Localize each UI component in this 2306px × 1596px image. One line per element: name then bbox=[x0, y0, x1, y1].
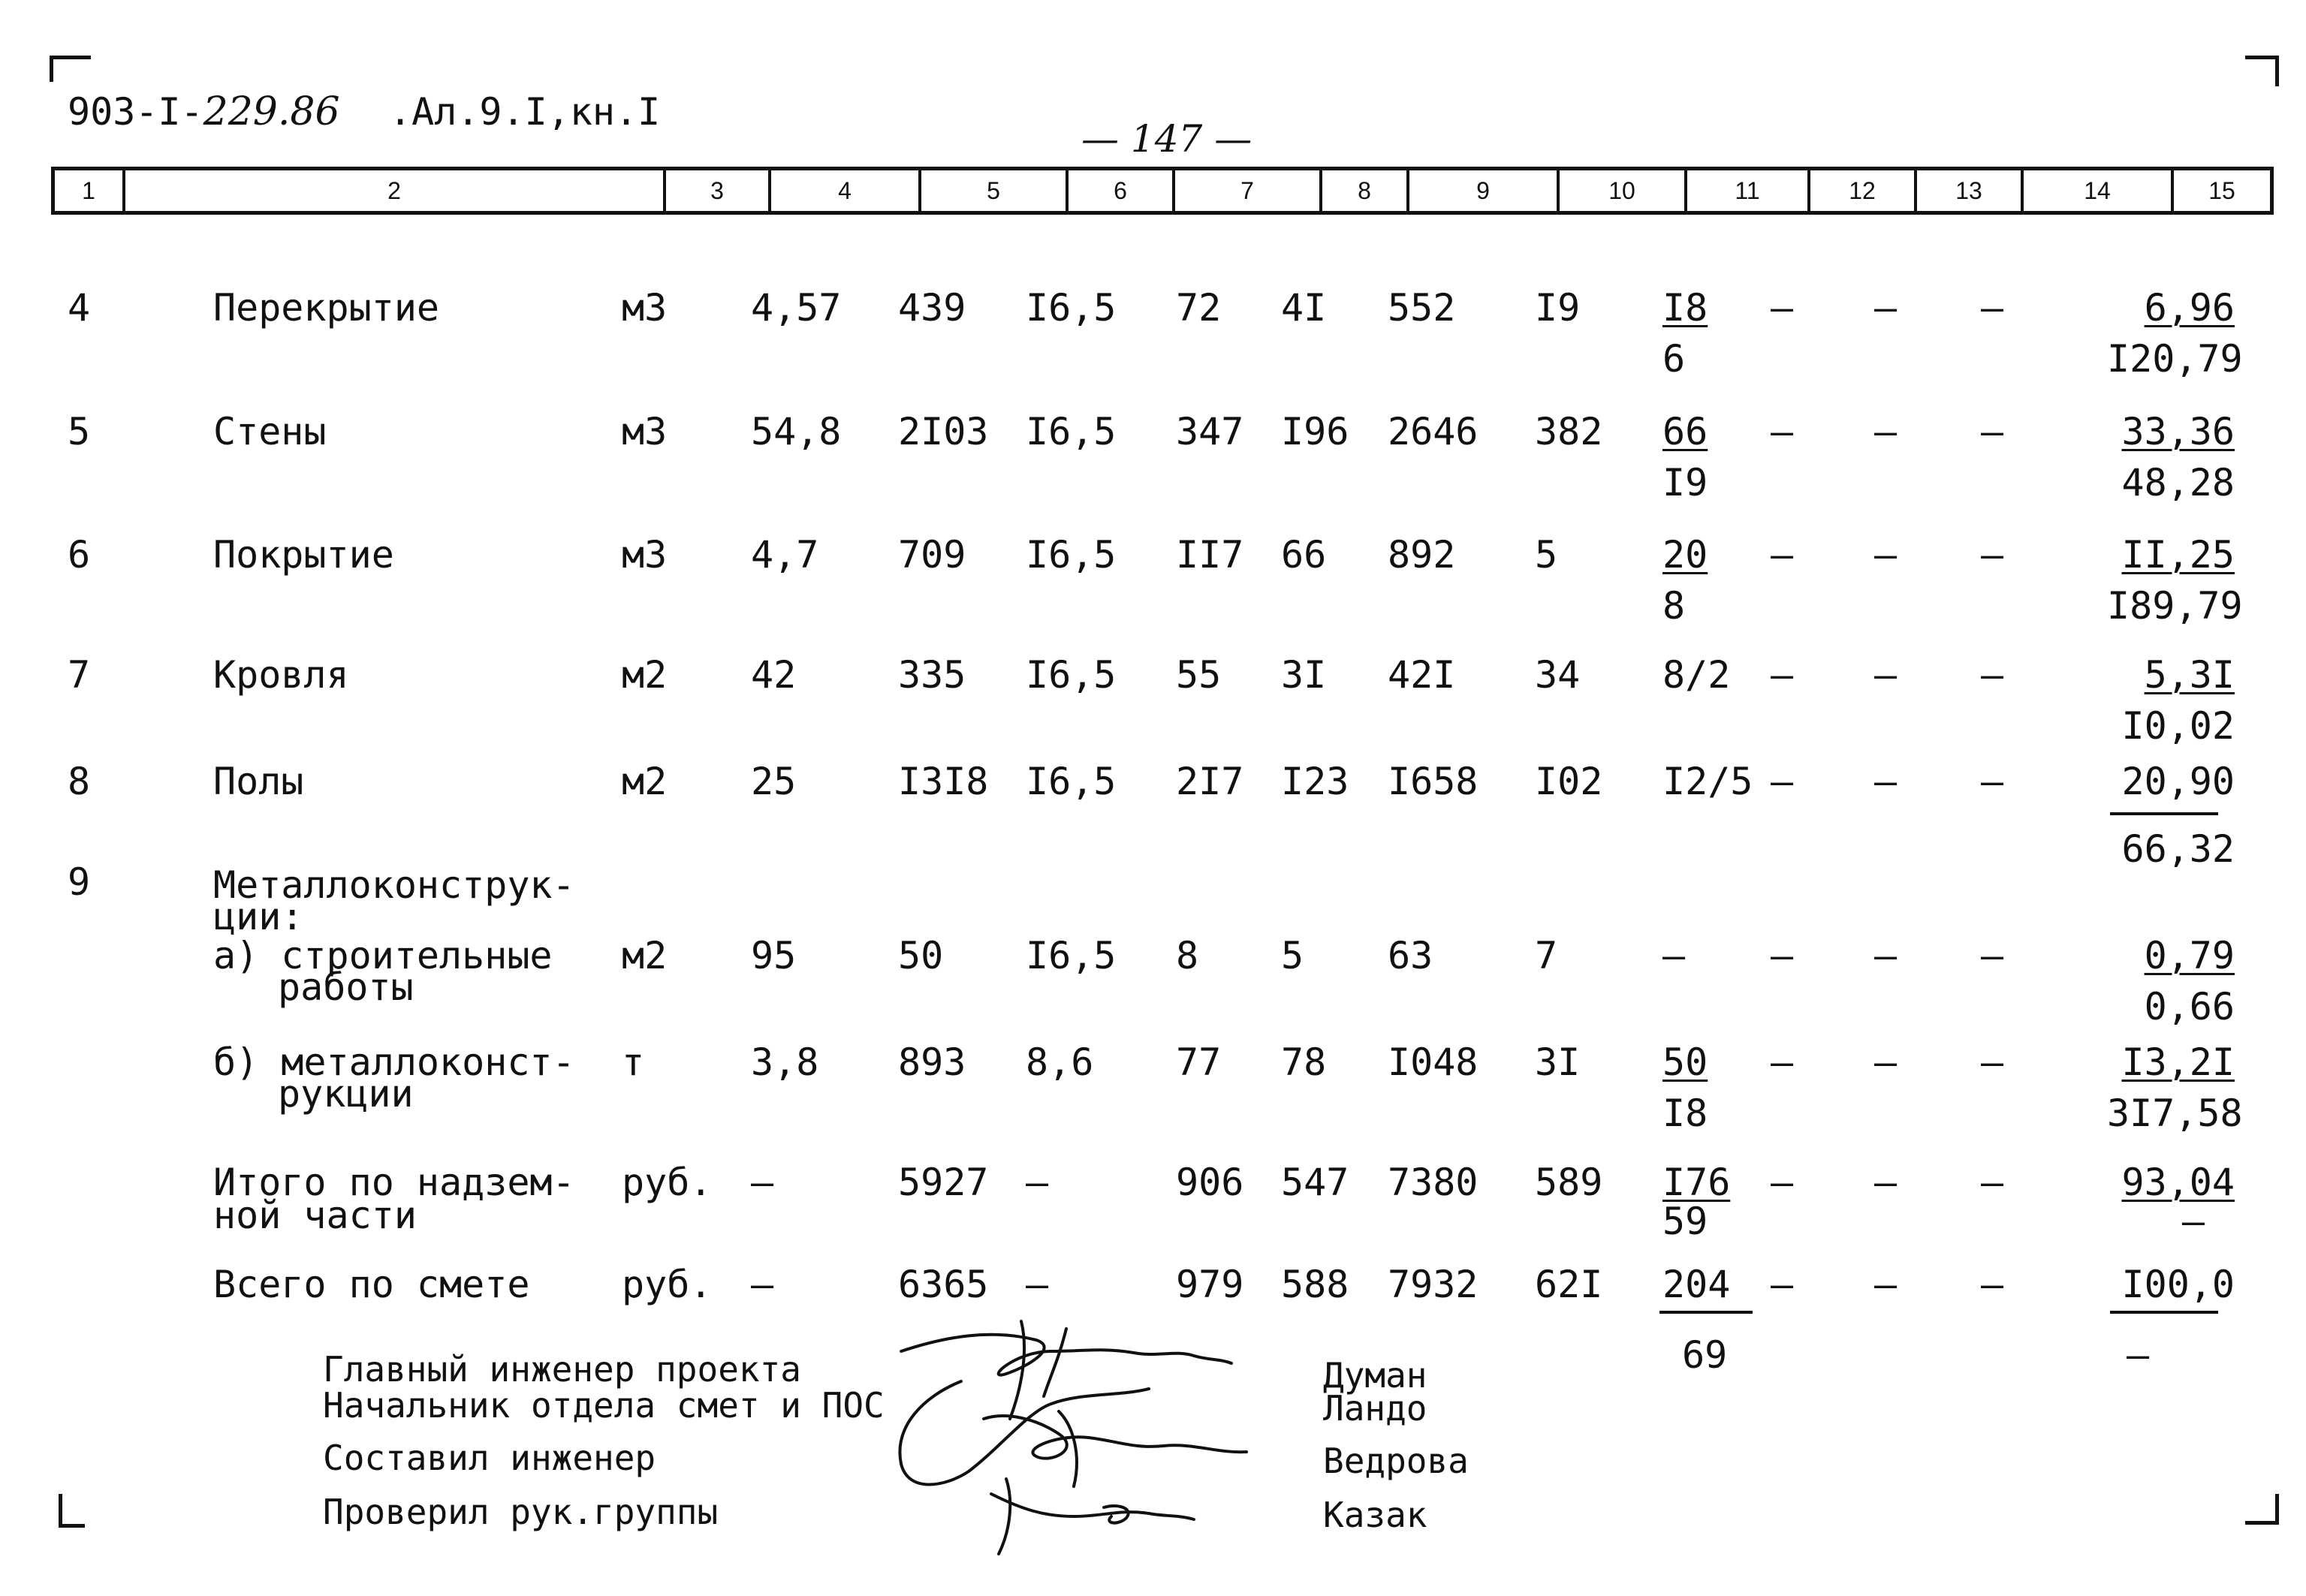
cell-c15 bbox=[2107, 1040, 2243, 1135]
signature-role: Начальник отдела смет и ПОС bbox=[323, 1385, 885, 1426]
cell-c9: 7932 bbox=[1388, 1263, 1479, 1306]
row-number: 8 bbox=[68, 760, 91, 803]
cell-c7: II7 bbox=[1176, 533, 1244, 577]
signatory-name: Ландо bbox=[1323, 1388, 1427, 1429]
cell-c7: 77 bbox=[1176, 1040, 1222, 1084]
cell-c11 bbox=[1662, 1161, 1731, 1243]
cell-c14: – bbox=[1981, 533, 2004, 577]
cell-c11-top: 20 bbox=[1662, 533, 1708, 577]
cell-c5: 6365 bbox=[898, 1263, 989, 1306]
column-header: 11 bbox=[1735, 177, 1760, 204]
signatory-name: Ведрова bbox=[1323, 1441, 1469, 1481]
cell-c14: – bbox=[1981, 1040, 2004, 1084]
row-number: 6 bbox=[68, 533, 91, 577]
cell-c5: 709 bbox=[898, 533, 966, 577]
cell-c15-bottom: – bbox=[2181, 1200, 2205, 1243]
row-name-line2: работы bbox=[278, 965, 414, 1009]
column-header: 5 bbox=[987, 177, 1000, 204]
cell-c5: 893 bbox=[898, 1040, 966, 1084]
handwritten-signatures bbox=[879, 1306, 1299, 1561]
cell-c7: 8 bbox=[1176, 934, 1199, 977]
row-unit: м2 bbox=[622, 653, 668, 697]
cell-c12: – bbox=[1771, 1161, 1794, 1204]
cell-c9: 63 bbox=[1388, 934, 1433, 977]
row-unit: м3 bbox=[622, 533, 668, 577]
cell-c15 bbox=[2107, 934, 2235, 1028]
cell-c4: – bbox=[751, 1161, 774, 1204]
cell-c11-bottom: I9 bbox=[1662, 461, 1708, 504]
cell-c10: 62I bbox=[1535, 1263, 1603, 1306]
cell-c15-bottom: 0,66 bbox=[2144, 985, 2235, 1028]
cell-c10: 5 bbox=[1535, 533, 1558, 577]
cell-c15-bottom: I0,02 bbox=[2121, 704, 2235, 748]
column-header: 2 bbox=[387, 177, 401, 204]
cell-c11-bottom: I8 bbox=[1662, 1092, 1708, 1135]
cell-c8: 78 bbox=[1281, 1040, 1327, 1084]
cell-c13: – bbox=[1874, 653, 1898, 697]
cell-c15-top: II,25 bbox=[2121, 533, 2235, 577]
cell-c11-top: 50 bbox=[1662, 1040, 1708, 1084]
row-name: Перекрытие bbox=[213, 286, 440, 330]
cell-c5: 5927 bbox=[898, 1161, 989, 1204]
cell-c7: 979 bbox=[1176, 1263, 1244, 1306]
cell-c13: – bbox=[1874, 410, 1898, 453]
row-number: 5 bbox=[68, 410, 91, 453]
row-name: Стены bbox=[213, 410, 327, 453]
row-unit: м2 bbox=[622, 760, 668, 803]
column-header: 15 bbox=[2208, 177, 2235, 204]
cell-c14: – bbox=[1981, 760, 2004, 803]
cell-c9: 7380 bbox=[1388, 1161, 1479, 1204]
cell-c6: I6,5 bbox=[1026, 286, 1117, 330]
cell-c11-bottom: 59 bbox=[1662, 1200, 1708, 1243]
row-unit: т bbox=[622, 1040, 645, 1084]
cell-c13: – bbox=[1874, 286, 1898, 330]
corner-mark-bottom-left bbox=[59, 1494, 85, 1528]
cell-c15-top: 20,90 bbox=[2121, 760, 2235, 803]
signature-role: Проверил рук.группы bbox=[323, 1492, 719, 1532]
row-name-line2: ции: bbox=[213, 895, 304, 938]
cell-c12: – bbox=[1771, 760, 1794, 803]
cell-c9: I048 bbox=[1388, 1040, 1479, 1084]
signatory-name: Думан bbox=[1323, 1355, 1427, 1396]
cell-c11 bbox=[1662, 533, 1708, 628]
cell-c11-top: 66 bbox=[1662, 410, 1708, 453]
cell-c10: I9 bbox=[1535, 286, 1581, 330]
cell-c15-top: 6,96 bbox=[2144, 286, 2235, 330]
cell-c15 bbox=[2107, 653, 2235, 748]
cell-c15-bottom: 3I7,58 bbox=[2107, 1092, 2243, 1135]
cell-c11-top: I8 bbox=[1662, 286, 1708, 330]
cell-c9: 892 bbox=[1388, 533, 1456, 577]
cell-c14: – bbox=[1981, 653, 2004, 697]
cell-c12: – bbox=[1771, 533, 1794, 577]
cell-c6: I6,5 bbox=[1026, 653, 1117, 697]
column-header: 9 bbox=[1476, 177, 1490, 204]
cell-c7: 72 bbox=[1176, 286, 1222, 330]
cell-c4: – bbox=[751, 1263, 774, 1306]
column-header: 8 bbox=[1358, 177, 1371, 204]
column-header: 3 bbox=[710, 177, 724, 204]
row-name: Кровля bbox=[213, 653, 349, 697]
cell-c14: – bbox=[1981, 410, 2004, 453]
cell-c12: – bbox=[1771, 934, 1794, 977]
document-reference: .Ал.9.I,кн.I bbox=[389, 90, 661, 134]
column-header: 14 bbox=[2084, 177, 2111, 204]
column-header: 1 bbox=[82, 177, 95, 204]
cell-c13: – bbox=[1874, 934, 1898, 977]
row-number: 7 bbox=[68, 653, 91, 697]
column-header: 13 bbox=[1955, 177, 1982, 204]
cell-c12: – bbox=[1771, 1040, 1794, 1084]
row-number: 9 bbox=[68, 860, 91, 904]
cell-c15-bottom: – bbox=[2127, 1333, 2150, 1377]
cell-c15-bottom: 66,32 bbox=[2121, 827, 2235, 871]
page-number: — 147 — bbox=[1081, 117, 1252, 161]
cell-c15-top: 93,04 bbox=[2121, 1161, 2235, 1204]
cell-c15-top: 0,79 bbox=[2144, 934, 2235, 977]
cell-c14: – bbox=[1981, 1263, 2004, 1306]
cell-c15-bottom: I89,79 bbox=[2107, 584, 2243, 628]
cell-c13: – bbox=[1874, 1040, 1898, 1084]
cell-c15-top: 33,36 bbox=[2121, 410, 2235, 453]
column-header: 10 bbox=[1608, 177, 1635, 204]
cell-c6: I6,5 bbox=[1026, 410, 1117, 453]
document-code-prefix: 903-I- bbox=[68, 90, 203, 134]
cell-c11: I2/5 bbox=[1662, 760, 1753, 803]
signature-role: Главный инженер проекта bbox=[323, 1349, 801, 1390]
cell-c8: 4I bbox=[1281, 286, 1327, 330]
cell-c5: 335 bbox=[898, 653, 966, 697]
row-name-line2: рукции bbox=[278, 1072, 414, 1116]
cell-c6: I6,5 bbox=[1026, 934, 1117, 977]
row-unit: м2 bbox=[622, 934, 668, 977]
cell-c15 bbox=[2107, 1161, 2235, 1243]
cell-c7: 2I7 bbox=[1176, 760, 1244, 803]
cell-c8: 547 bbox=[1281, 1161, 1349, 1204]
cell-c6: I6,5 bbox=[1026, 533, 1117, 577]
cell-c10: 7 bbox=[1535, 934, 1558, 977]
cell-c6: I6,5 bbox=[1026, 760, 1117, 803]
cell-c4: 4,7 bbox=[751, 533, 819, 577]
row-name-line2: ной части bbox=[213, 1194, 417, 1237]
document-code bbox=[68, 89, 340, 134]
fraction-rule bbox=[1659, 1311, 1753, 1314]
cell-c10: 382 bbox=[1535, 410, 1603, 453]
cell-c15-bottom: 48,28 bbox=[2121, 461, 2235, 504]
cell-c4: 95 bbox=[751, 934, 797, 977]
signature-role: Составил инженер bbox=[323, 1438, 656, 1478]
column-header: 7 bbox=[1240, 177, 1254, 204]
cell-c13: – bbox=[1874, 760, 1898, 803]
column-header-row bbox=[51, 167, 2274, 215]
row-name-line1: б) металлоконст- bbox=[213, 1040, 575, 1084]
cell-c15 bbox=[2107, 410, 2235, 504]
cell-c9: I658 bbox=[1388, 760, 1479, 803]
corner-mark-top-left bbox=[50, 56, 91, 82]
cell-c15 bbox=[2107, 533, 2243, 628]
cell-c11: – bbox=[1662, 934, 1686, 977]
cell-c5: 2I03 bbox=[898, 410, 989, 453]
cell-c15 bbox=[2107, 286, 2243, 381]
cell-c4: 3,8 bbox=[751, 1040, 819, 1084]
cell-c15-top: I3,2I bbox=[2121, 1040, 2235, 1084]
cell-c11-bottom: 8 bbox=[1662, 584, 1686, 628]
row-name-line1: Металлоконструк- bbox=[213, 863, 575, 907]
cell-c4: 54,8 bbox=[751, 410, 842, 453]
cell-c12: – bbox=[1771, 1263, 1794, 1306]
cell-c15-top: I00,0 bbox=[2121, 1263, 2235, 1306]
cell-c9: 552 bbox=[1388, 286, 1456, 330]
cell-c6: 8,6 bbox=[1026, 1040, 1094, 1084]
cell-c8: 66 bbox=[1281, 533, 1327, 577]
cell-c5: 50 bbox=[898, 934, 944, 977]
cell-c7: 55 bbox=[1176, 653, 1222, 697]
row-name: Покрытие bbox=[213, 533, 394, 577]
cell-c15-bottom: I20,79 bbox=[2107, 337, 2243, 381]
fraction-rule bbox=[2110, 812, 2218, 815]
cell-c9: 2646 bbox=[1388, 410, 1479, 453]
cell-c5: 439 bbox=[898, 286, 966, 330]
cell-c11-bottom: 69 bbox=[1682, 1333, 1728, 1377]
cell-c12: – bbox=[1771, 286, 1794, 330]
row-unit: м3 bbox=[622, 286, 668, 330]
cell-c14: – bbox=[1981, 1161, 2004, 1204]
cell-c7: 347 bbox=[1176, 410, 1244, 453]
column-header: 12 bbox=[1849, 177, 1876, 204]
cell-c4: 25 bbox=[751, 760, 797, 803]
cell-c5: I3I8 bbox=[898, 760, 989, 803]
cell-c9: 42I bbox=[1388, 653, 1456, 697]
cell-c8: 588 bbox=[1281, 1263, 1349, 1306]
cell-c8: I23 bbox=[1281, 760, 1349, 803]
cell-c14: – bbox=[1981, 286, 2004, 330]
cell-c11 bbox=[1662, 286, 1708, 381]
column-header: 6 bbox=[1114, 177, 1127, 204]
row-unit: руб. bbox=[622, 1161, 713, 1204]
cell-c12: – bbox=[1771, 653, 1794, 697]
row-unit: руб. bbox=[622, 1263, 713, 1306]
row-name: Полы bbox=[213, 760, 304, 803]
cell-c13: – bbox=[1874, 1161, 1898, 1204]
corner-mark-top-right bbox=[2245, 56, 2279, 86]
cell-c10: 589 bbox=[1535, 1161, 1603, 1204]
signatory-name: Казак bbox=[1323, 1495, 1427, 1535]
corner-mark-bottom-right bbox=[2245, 1494, 2279, 1525]
cell-c14: – bbox=[1981, 934, 2004, 977]
cell-c10: 3I bbox=[1535, 1040, 1581, 1084]
document-code-handwritten: 229.86 bbox=[203, 89, 340, 134]
cell-c11: 8/2 bbox=[1662, 653, 1731, 697]
row-name-line1: а) строительные bbox=[213, 934, 553, 977]
cell-c11 bbox=[1662, 410, 1708, 504]
cell-c10: 34 bbox=[1535, 653, 1581, 697]
cell-c4: 4,57 bbox=[751, 286, 842, 330]
cell-c13: – bbox=[1874, 1263, 1898, 1306]
cell-c11-top: I76 bbox=[1662, 1161, 1731, 1204]
row-unit: м3 bbox=[622, 410, 668, 453]
cell-c13: – bbox=[1874, 533, 1898, 577]
fraction-rule bbox=[2110, 1311, 2218, 1314]
row-name: Всего по смете bbox=[213, 1263, 530, 1306]
column-header: 4 bbox=[838, 177, 852, 204]
cell-c8: I96 bbox=[1281, 410, 1349, 453]
cell-c8: 5 bbox=[1281, 934, 1304, 977]
cell-c15-top: 5,3I bbox=[2144, 653, 2235, 697]
cell-c6: – bbox=[1026, 1161, 1049, 1204]
row-number: 4 bbox=[68, 286, 91, 330]
row-name-line1: Итого по надзем- bbox=[213, 1161, 575, 1204]
cell-c8: 3I bbox=[1281, 653, 1327, 697]
cell-c10: I02 bbox=[1535, 760, 1603, 803]
cell-c11-bottom: 6 bbox=[1662, 337, 1686, 381]
cell-c12: – bbox=[1771, 410, 1794, 453]
cell-c7: 906 bbox=[1176, 1161, 1244, 1204]
cell-c6: – bbox=[1026, 1263, 1049, 1306]
cell-c11-top: 204 bbox=[1662, 1263, 1731, 1306]
cell-c4: 42 bbox=[751, 653, 797, 697]
cell-c11 bbox=[1662, 1040, 1708, 1135]
